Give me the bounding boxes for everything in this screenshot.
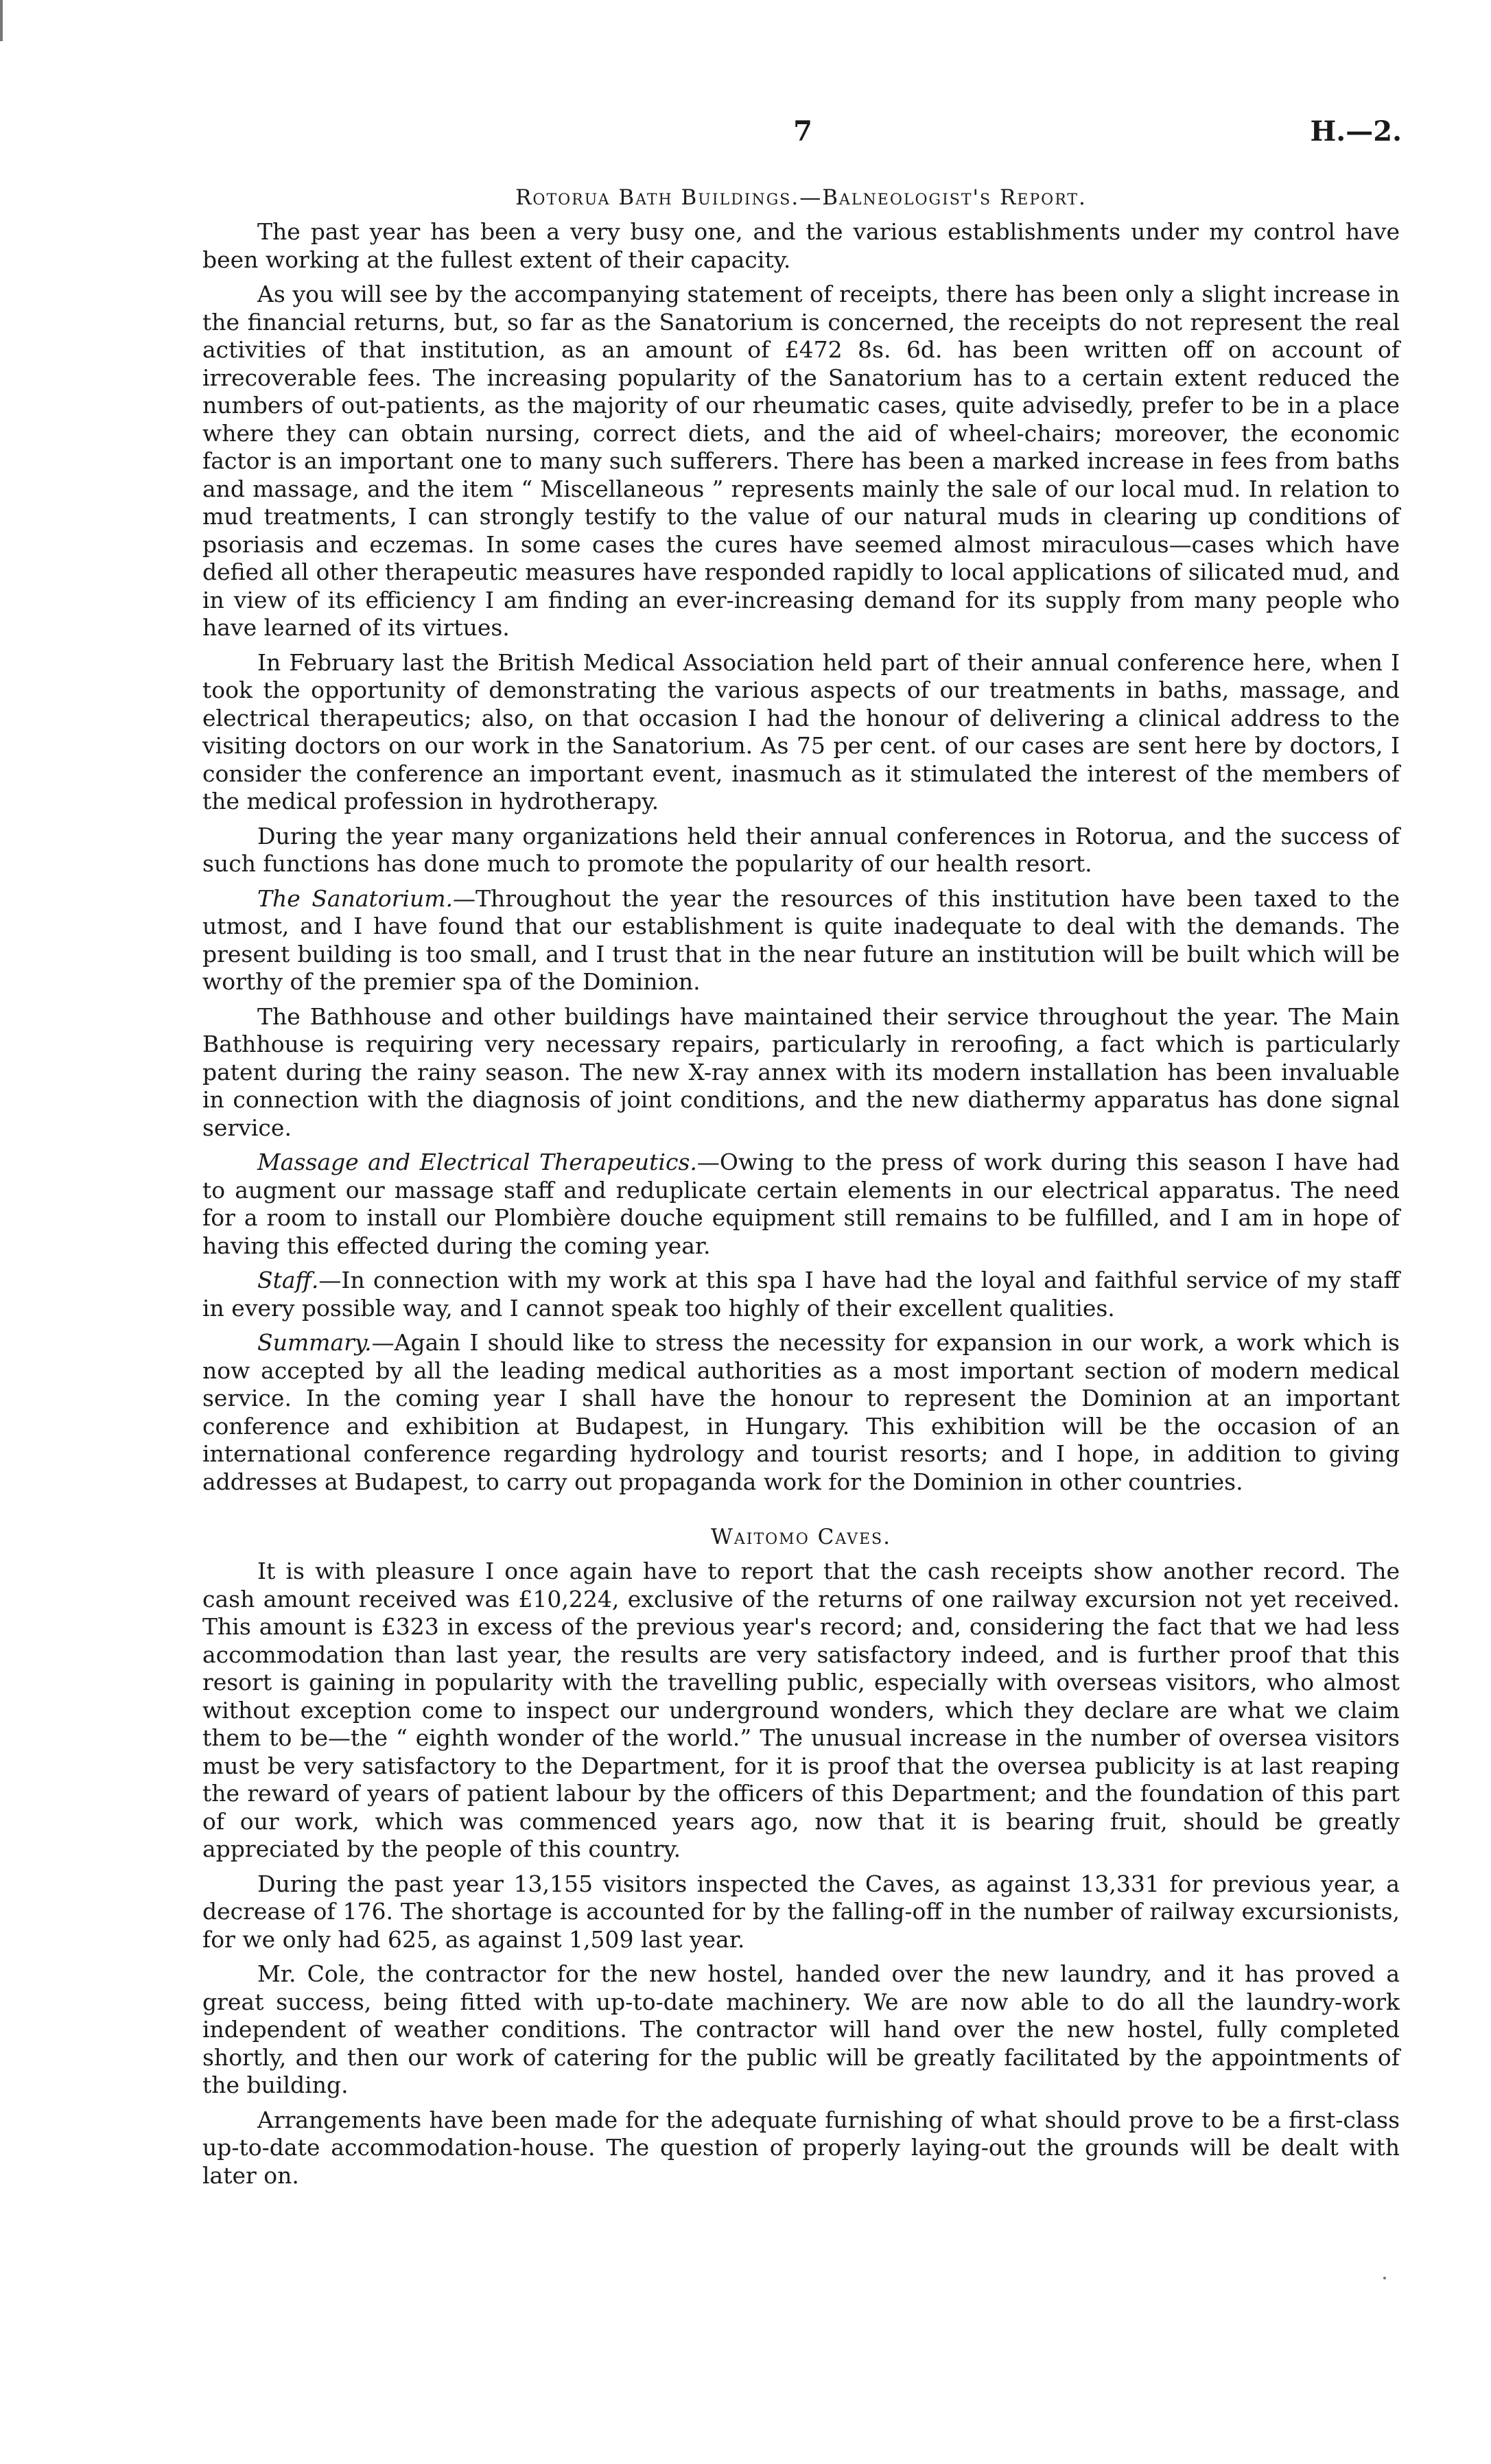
waitomo-paragraph-receipts: It is with pleasure I once again have to report that the cash receipts show another record. The cash amount received was £10,224, exclusive of the returns of one railway excursion not yet received. This amount is £323 in excess of the previous year's record; and, considering the fact that we had less accommodation than last year, the results are very satisfactory indeed, and is further proof that this resort is gaining in popularity with the travelling public, especially with overseas visitors, who almost without exception come to inspect our underground wonders, which they declare are what we claim them to be—the “ eighth wonder of the world.” The unusual increase in the number of oversea visitors must be very satisfactory to the Department, for it is proof that the oversea publicity is at last reaping the reward of years of patient labour by the officers of this Department; and the foundation of this part of our work, which was commenced years ago, now that it is bearing fruit, should be greatly appreciated by the people of this country. <box>202 1558 1400 1862</box>
scan-edge-mark <box>0 0 3 41</box>
massage-lead: Massage and Electrical Therapeutics. <box>257 1149 697 1175</box>
summary-text: —Again I should like to stress the necessity for expansion in our work, a work which is now accepted by all the leading medical authorities as a most important section of modern medical service. In the coming year I shall have the honour to represent the Dominion at an important conference and exhibition at Budapest, in Hungary. This exhibition will be the occasion of an international conference regarding hydrology and tourist resorts; and I hope, in addition to giving addresses at Budapest, to carry out propaganda work for the Dominion in other countries. <box>202 1329 1400 1495</box>
waitomo-section-heading: Waitomo Caves. <box>711 1525 891 1549</box>
rotorua-paragraph-organizations: During the year many organizations held their annual conferences in Rotorua, and the success of such functions has done much to promote the popularity of our health resort. <box>202 822 1400 877</box>
staff-lead: Staff. <box>257 1267 319 1293</box>
rotorua-paragraph-receipts: As you will see by the accompanying statement of receipts, there has been only a slight increase in the financial returns, but, so far as the Sanatorium is concerned, the receipts do not represent the real activities of that institution, as an amount of £472 8s. 6d. has been written off on account of irrecoverable fees. The increasing popularity of the Sanatorium has to a certain extent reduced the numbers of out-patients, as the majority of our rheumatic cases, quite advisedly, prefer to be in a place where they can obtain nursing, correct diets, and the aid of wheel-chairs; moreover, the economic factor is an important one to many such sufferers. There has been a marked increase in fees from baths and massage, and the item “ Miscellaneous ” represents mainly the sale of our local mud. In relation to mud treatments, I can strongly testify to the value of our natural muds in clearing up conditions of psoriasis and eczemas. In some cases the cures have seemed almost miraculous—cases which have defied all other therapeutic measures have responded rapidly to local applications of silicated mud, and in view of its efficiency I am finding an ever-increasing demand for its supply from many people who have learned of its virtues. <box>202 281 1400 641</box>
rotorua-section-heading: Rotorua Bath Buildings.—Balneologist's Report. <box>515 185 1087 210</box>
staff-paragraph <box>202 1267 1400 1322</box>
sanatorium-paragraph <box>202 885 1400 996</box>
waitomo-paragraph-visitors: During the past year 13,155 visitors inspected the Caves, as against 13,331 for previous year, a decrease of 176. The shortage is accounted for by the falling-off in the number of railway excursionists, for we only had 625, as against 1,509 last year. <box>202 1870 1400 1953</box>
waitomo-paragraph-hostel: Mr. Cole, the contractor for the new hostel, handed over the new laundry, and it has proved a great success, being fitted with up-to-date machinery. We are now able to do all the laundry-work independent of weather conditions. The contractor will hand over the new hostel, fully completed shortly, and then our work of catering for the public will be greatly facilitated by the appointments of the building. <box>202 1960 1400 2098</box>
summary-paragraph <box>202 1329 1400 1496</box>
waitomo-paragraph-furnishing: Arrangements have been made for the adequate furnishing of what should prove to be a first-class up-to-date accommodation-house. The question of properly laying-out the grounds will be dealt with later on. <box>202 2106 1400 2189</box>
massage-text: —Owing to the press of work during this season I have had to augment our massage staff and reduplicate certain elements in our electrical apparatus. The need for a room to install our Plombière douche equipment still remains to be fulfilled, and I am in hope of having this effected during the coming year. <box>202 1149 1400 1259</box>
sanatorium-lead: The Sanatorium. <box>257 884 454 912</box>
report-body <box>202 184 1400 2196</box>
staff-text: —In connection with my work at this spa I have had the loyal and faithful service of my staff in every possible way, and I cannot speak too highly of their excellent qualities. <box>202 1267 1400 1322</box>
summary-lead: Summary. <box>257 1329 372 1356</box>
scan-dot-mark <box>1383 2277 1386 2279</box>
bathhouse-paragraph: The Bathhouse and other buildings have maintained their service throughout the year. The Main Bathhouse is requiring very necessary repairs, particularly in reroofing, a fact which is particularly patent during the rainy season. The new X-ray annex with its modern installation has been invaluable in connection with the diagnosis of joint conditions, and the new diathermy apparatus has done signal service. <box>202 1002 1400 1141</box>
page-number: 7 <box>793 115 812 148</box>
rotorua-paragraph-busy-year: The past year has been a very busy one, and the various establishments under my control have been working at the fullest extent of their capacity. <box>202 218 1400 273</box>
rotorua-paragraph-bma-conference: In February last the British Medical Association held part of their annual conference here, when I took the opportunity of demonstrating the various aspects of our treatments in baths, massage, and electrical therapeutics; also, on that occasion I had the honour of delivering a clinical address to the visiting doctors on our work in the Sanatorium. As 75 per cent. of our cases are sent here by doctors, I consider the conference an important event, inasmuch as it stimulated the interest of the members of the medical profession in hydrotherapy. <box>202 648 1400 814</box>
document-code: H.—2. <box>1310 115 1402 148</box>
massage-paragraph <box>202 1149 1400 1260</box>
sanatorium-text: —Throughout the year the resources of this institution have been taxed to the utmost, and I have found that our establishment is quite inadequate to deal with the demands. The present building is too small, and I trust that in the near future an institution will be built which will be worthy of the premier spa of the Dominion. <box>202 884 1400 995</box>
